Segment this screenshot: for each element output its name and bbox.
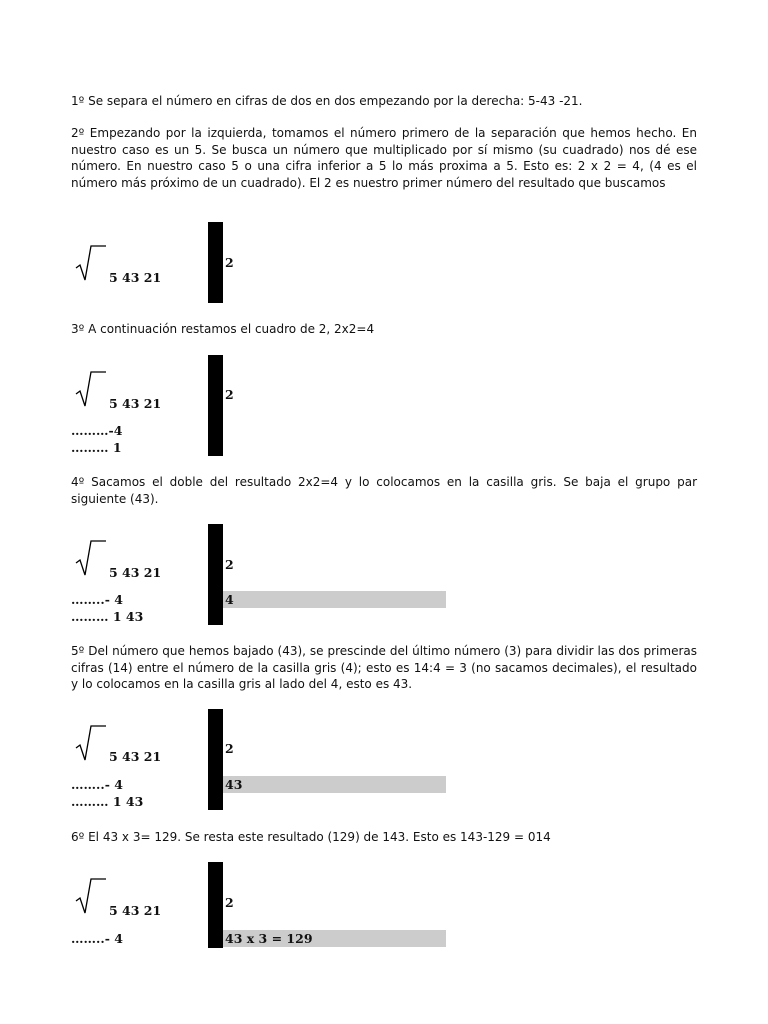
- subtraction-line: ……..- 4: [71, 777, 123, 792]
- step-5-text: 5º Del número que hemos bajado (43), se prescinde del último número (3) para dividir las dos primeras cifras (14) entre el número de la casilla gris (4); esto es 14:4 = 3 (no sacamos decimales), el resultado y lo colocamos en la casilla gris al lado del 4, esto es 43.: [71, 644, 697, 691]
- radicand-number: 5 43 21: [109, 749, 162, 764]
- radicand-number: 5 43 21: [109, 565, 162, 580]
- radicand-number: 5 43 21: [109, 396, 162, 411]
- square-root-symbol: [74, 370, 108, 410]
- result-digits: 2: [225, 255, 234, 270]
- radicand-number: 5 43 21: [109, 270, 162, 285]
- vertical-bar: [208, 355, 223, 456]
- subtraction-line: ………-4: [71, 423, 123, 438]
- result-digits: 2: [225, 387, 234, 402]
- radicand-number: 5 43 21: [109, 903, 162, 918]
- square-root-symbol: [74, 539, 108, 579]
- vertical-bar: [208, 862, 223, 948]
- remainder-line: ……… 1: [71, 440, 122, 455]
- step-3-text: 3º A continuación restamos el cuadro de 2, 2x2=4: [71, 322, 375, 336]
- step-4-text: 4º Sacamos el doble del resultado 2x2=4 y lo colocamos en la casilla gris. Se baja el grupo par siguiente (43).: [71, 475, 697, 506]
- square-root-symbol: [74, 724, 108, 764]
- remainder-line: ……… 1 43: [71, 794, 144, 809]
- result-digits: 2: [225, 557, 234, 572]
- square-root-symbol: [74, 244, 108, 284]
- square-root-symbol: [74, 877, 108, 917]
- gray-cell-value: 43: [225, 777, 243, 792]
- gray-cell: [223, 930, 446, 947]
- gray-cell: [223, 776, 446, 793]
- vertical-bar: [208, 222, 223, 303]
- gray-cell-value: 4: [225, 592, 234, 607]
- gray-cell-value: 43 x 3 = 129: [225, 931, 313, 946]
- vertical-bar: [208, 524, 223, 625]
- vertical-bar: [208, 709, 223, 810]
- result-digits: 2: [225, 741, 234, 756]
- subtraction-line: ……..- 4: [71, 592, 123, 607]
- step-1-text: 1º Se separa el número en cifras de dos en dos empezando por la derecha: 5-43 -21.: [71, 94, 583, 108]
- subtraction-line: ……..- 4: [71, 931, 123, 946]
- result-digits: 2: [225, 895, 234, 910]
- remainder-line: ……… 1 43: [71, 609, 144, 624]
- gray-cell: [223, 591, 446, 608]
- step-6-text: 6º El 43 x 3= 129. Se resta este resultado (129) de 143. Esto es 143-129 = 014: [71, 830, 551, 844]
- step-2-text: 2º Empezando por la izquierda, tomamos el número primero de la separación que hemos hecho. En nuestro caso es un 5. Se busca un número que multiplicado por sí mismo (su cuadrado) nos dé ese número. En nuestro caso 5 o una cifra inferior a 5 lo más proxima a 5. Esto es: 2 x 2 = 4, (4 es el número más próximo de un cuadrado). El 2 es nuestro primer número del resultado que buscamos: [71, 126, 697, 190]
